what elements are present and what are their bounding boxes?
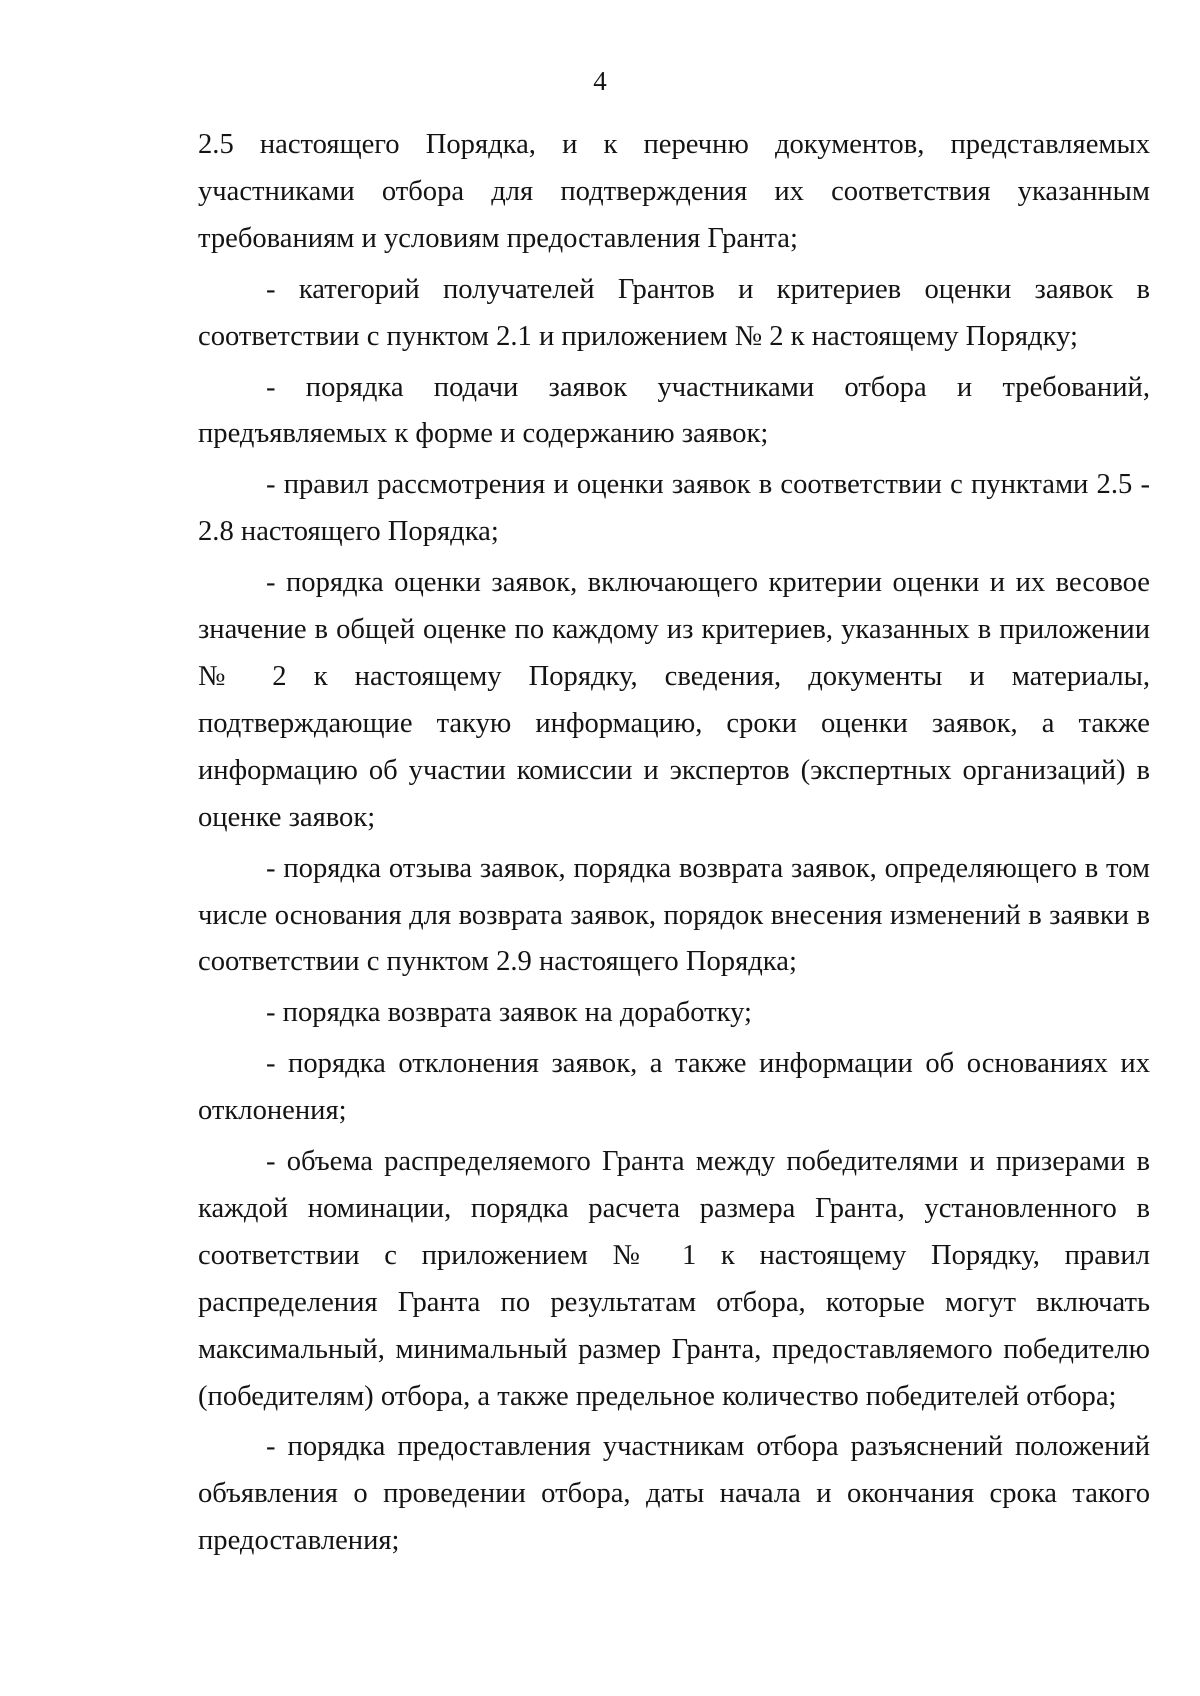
paragraph-evaluation-procedure: - порядка оценки заявок, включающего критерии оценки и их весовое значение в общей оценке по каждому из критериев, указанных в приложении № 2 к настоящему Порядку, сведения, документы и материалы, подтверждающие такую информацию, сроки оценки заявок, а также информацию об участии комиссии и экспертов (экспертных организаций) в оценке заявок; <box>198 567 1150 833</box>
body-text <box>198 122 1150 1569</box>
paragraph-grant-categories: - категорий получателей Грантов и критериев оценки заявок в соответствии с пунктом 2.1 и приложением № 2 к настоящему Порядку; <box>198 273 1150 352</box>
paragraph-submission-procedure: - порядка подачи заявок участниками отбора и требований, предъявляемых к форме и содержанию заявок; <box>198 371 1150 450</box>
page-number: 4 <box>593 66 607 96</box>
paragraph-continuation: 2.5 настоящего Порядка, и к перечню документов, представляемых участниками отбора для подтверждения их соответствия указанным требованиям и условиям предоставления Гранта; <box>198 129 1150 254</box>
paragraph-withdrawal-procedure: - порядка отзыва заявок, порядка возврата заявок, определяющего в том числе основания для возврата заявок, порядок внесения изменений в заявки в соответствии с пунктом 2.9 настоящего Порядка; <box>198 852 1150 978</box>
paragraph-grant-distribution: - объема распределяемого Гранта между победителями и призерами в каждой номинации, порядка расчета размера Гранта, установленного в соответствии с приложением № 1 к настоящему Порядку, правил распределения Гранта по результатам отбора, которые могут включать максимальный, минимальный размер Гранта, предоставляемого победителю (победителям) отбора, а также предельное количество победителей отбора; <box>198 1146 1150 1412</box>
paragraph-clarifications: - порядка предоставления участникам отбора разъяснений положений объявления о проведении отбора, даты начала и окончания срока такого предоставления; <box>198 1431 1150 1557</box>
paragraph-revision-return: - порядка возврата заявок на доработку; <box>266 997 752 1029</box>
paragraph-rejection-procedure: - порядка отклонения заявок, а также информации об основаниях их отклонения; <box>198 1048 1150 1127</box>
paragraph-review-rules: - правил рассмотрения и оценки заявок в соответствии с пунктами 2.5 - 2.8 настоящего Порядка; <box>198 469 1150 548</box>
